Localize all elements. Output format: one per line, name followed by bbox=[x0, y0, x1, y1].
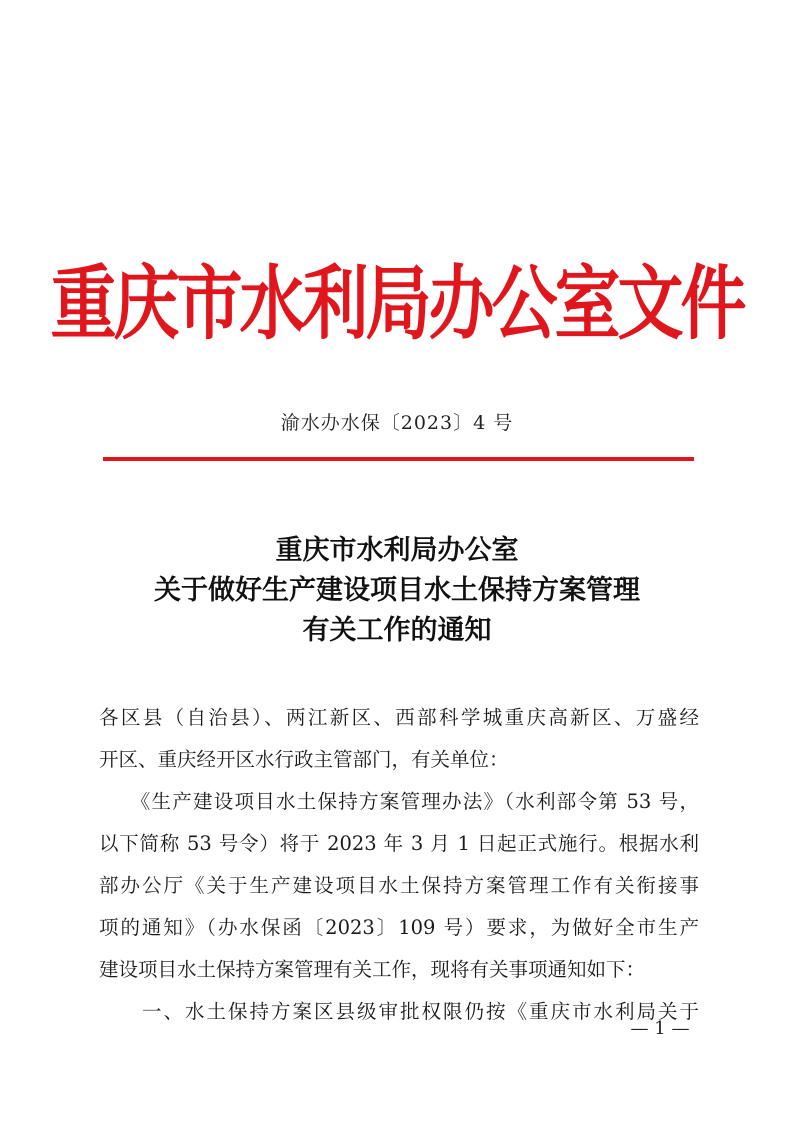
red-separator-rule bbox=[103, 457, 694, 461]
notice-title bbox=[0, 531, 794, 651]
title-line-1: 重庆市水利局办公室 bbox=[275, 535, 519, 566]
body-text bbox=[99, 697, 699, 1033]
document-number: 渝水办水保〔2023〕4 号 bbox=[280, 412, 514, 434]
body-line-addressees-2: 开区、重庆经开区水行政主管部门，有关单位： bbox=[99, 748, 509, 771]
page-number: — 1 — bbox=[630, 1018, 690, 1039]
body-line-paragraph-1: 《生产建设项目水土保持方案管理办法》（水利部令第 53 号， bbox=[99, 790, 699, 813]
body-line-section-1: 一、水土保持方案区县级审批权限仍按《重庆市水利局关于 bbox=[99, 1000, 699, 1023]
body-line-paragraph-4: 项的通知》（办水保函〔2023〕109 号）要求，为做好全市生产 bbox=[99, 916, 699, 939]
body-line-paragraph-2: 以下简称 53 号令）将于 2023 年 3 月 1 日起正式施行。根据水利 bbox=[99, 832, 699, 855]
body-line-paragraph-3: 部办公厅《关于生产建设项目水土保持方案管理工作有关衔接事 bbox=[99, 874, 699, 897]
title-line-3: 有关工作的通知 bbox=[302, 615, 492, 646]
body-line-addressees-1: 各区县（自治县）、两江新区、西部科学城重庆高新区、万盛经 bbox=[99, 706, 699, 729]
body-line-paragraph-5: 建设项目水土保持方案管理有关工作，现将有关事项通知如下： bbox=[99, 958, 646, 981]
title-line-2: 关于做好生产建设项目水土保持方案管理 bbox=[154, 575, 640, 606]
document-masthead: 重庆市水利局办公室文件 bbox=[50, 257, 744, 352]
